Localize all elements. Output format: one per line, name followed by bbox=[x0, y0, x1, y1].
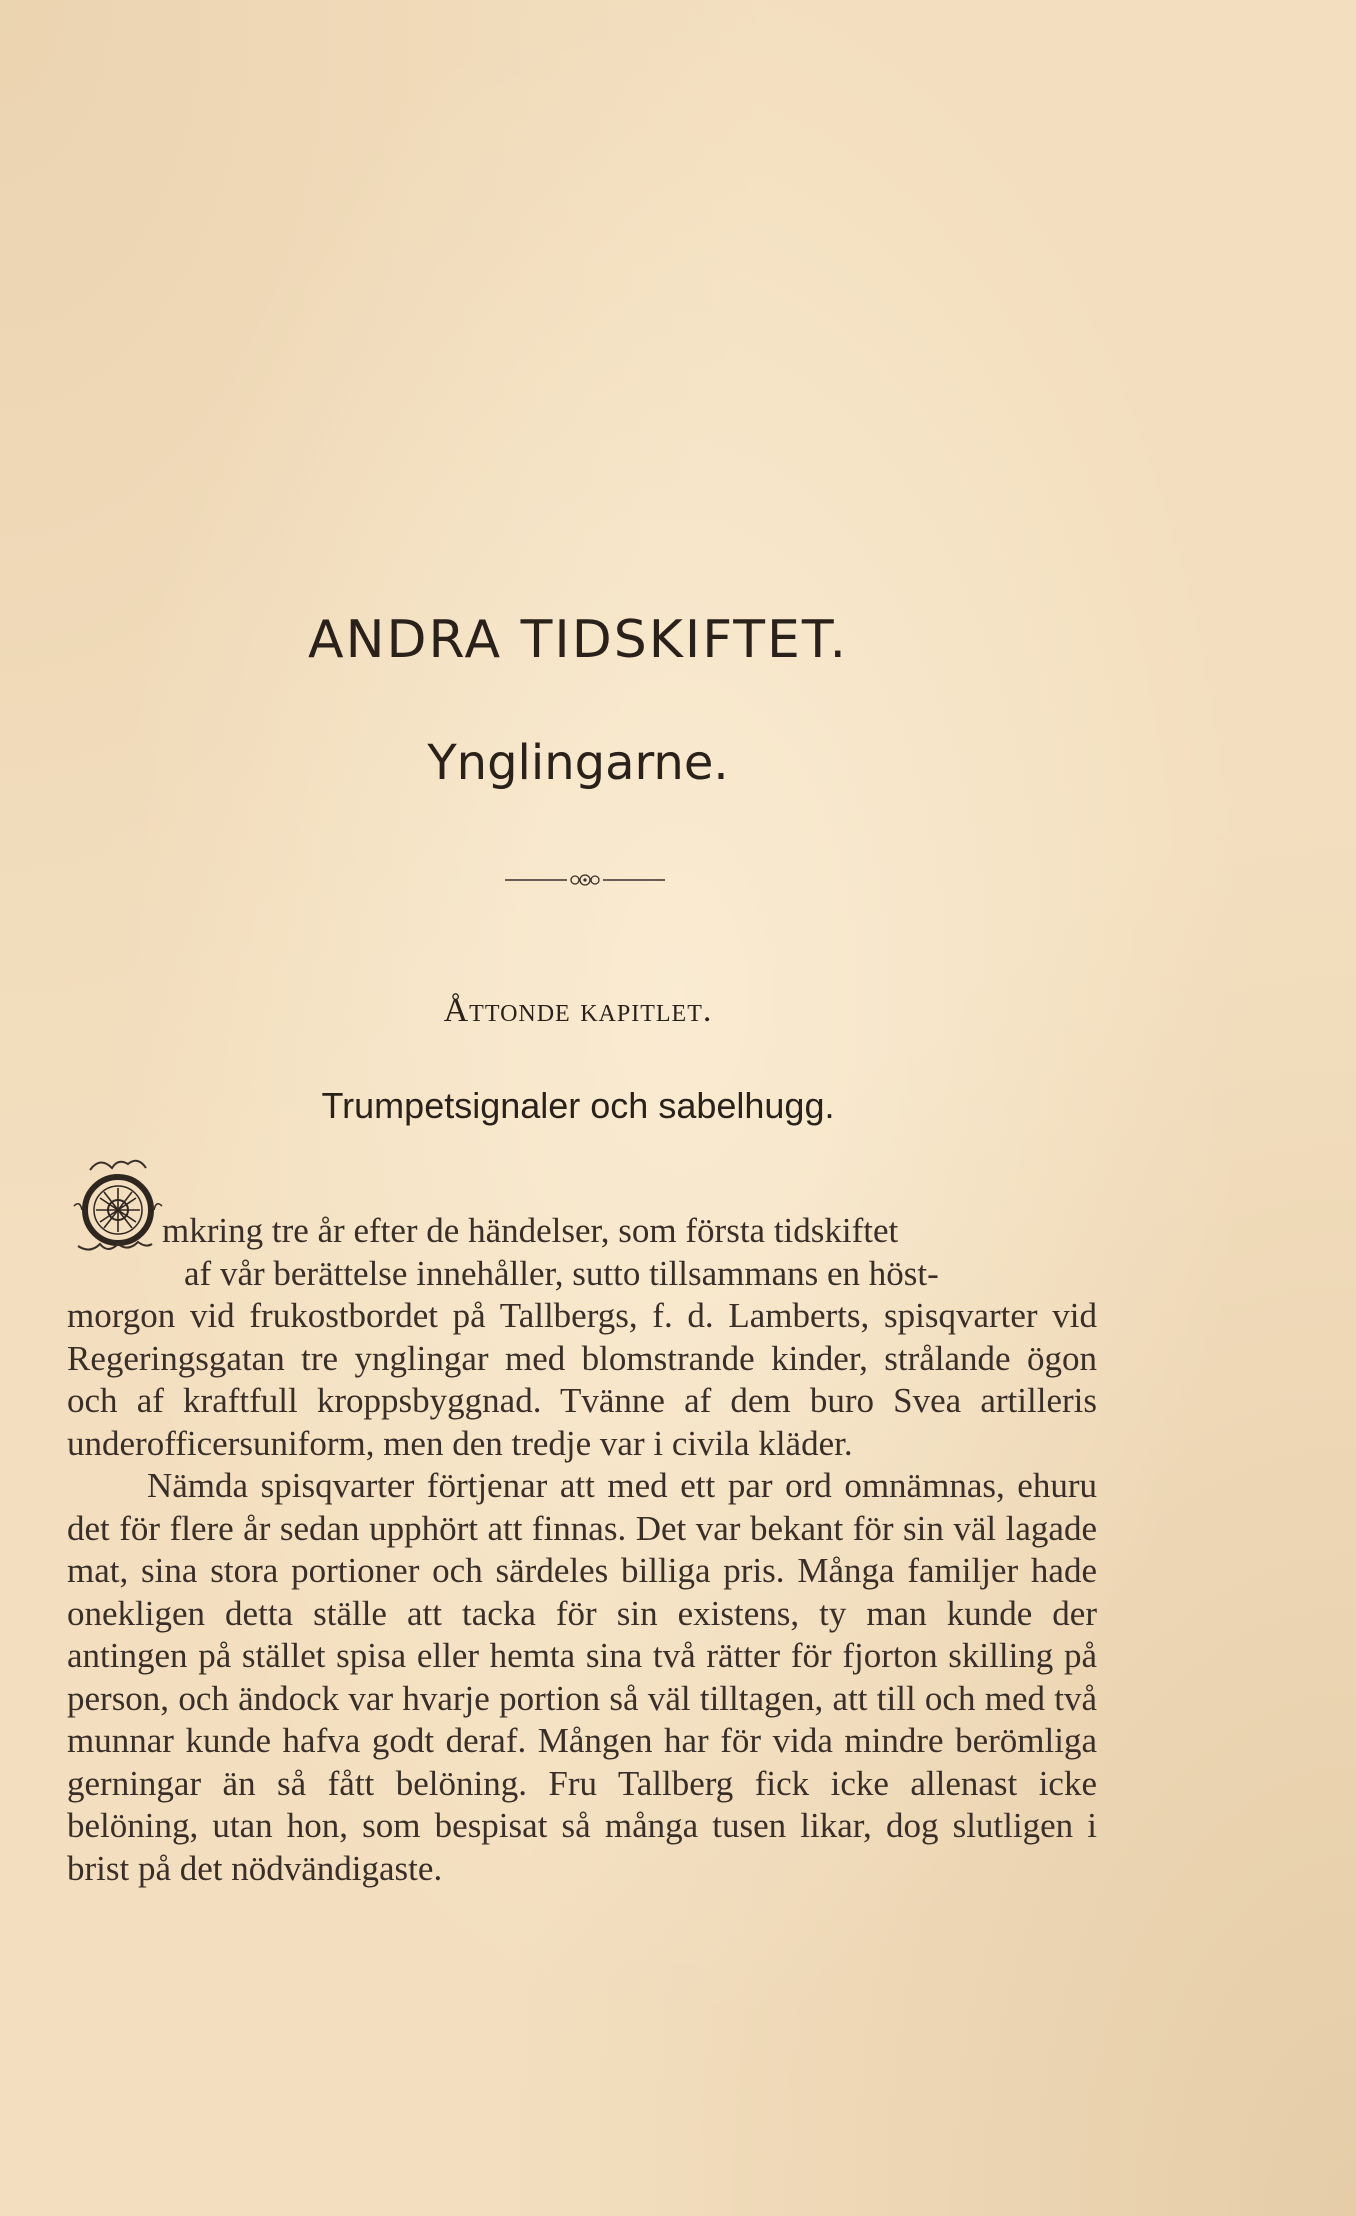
divider-ornament-icon bbox=[505, 868, 665, 892]
paragraph-1-line-2: af vår berättelse innehåller, sutto tillsammans en höst- bbox=[184, 1253, 939, 1293]
part-title: ANDRA TIDSKIFTET. bbox=[308, 610, 848, 670]
chapter-body bbox=[67, 1210, 1097, 1890]
chapter-title: Åttonde kapitlet. bbox=[443, 992, 713, 1029]
paragraph-2: Nämda spisqvarter förtjenar att med ett par ord omnämnas, ehuru det för flere år sedan upphört att finnas. Det var bekant för sin väl lagade mat, sina stora portioner och särdeles billiga pris. Många familjer hade onekligen detta ställe att tacka för sin existens, ty man kunde der antingen på stället spisa eller hemta sina två rätter för fjorton skilling på person, och ändock var hvarje portion så väl tilltagen, att till och med två munnar kunde hafva godt deraf. Mången har för vida mindre berömliga gerningar än så fått belöning. Fru Tallberg fick icke allenast icke belöning, utan hon, som bespisat så många tusen likar, dog slutligen i brist på det nödvändigaste. bbox=[67, 1466, 1097, 1888]
paragraph-1-line-1: mkring tre år efter de händelser, som första tidskiftet bbox=[162, 1211, 899, 1250]
paragraph-1-rest: morgon vid frukostbordet på Tallbergs, f. d. Lamberts, spisqvarter vid Regeringsgatan tre ynglingar med blomstrande kinder, strålande ögon och af kraftfull kroppsbyggnad. Tvänne af dem buro Svea artilleris underofficersuniform, men den tredje var i civila kläder. bbox=[67, 1296, 1097, 1463]
part-subtitle: Ynglingarne. bbox=[427, 735, 729, 791]
chapter-heading: Trumpetsignaler och sabelhugg. bbox=[321, 1085, 835, 1126]
paragraph-1 bbox=[67, 1210, 1097, 1465]
